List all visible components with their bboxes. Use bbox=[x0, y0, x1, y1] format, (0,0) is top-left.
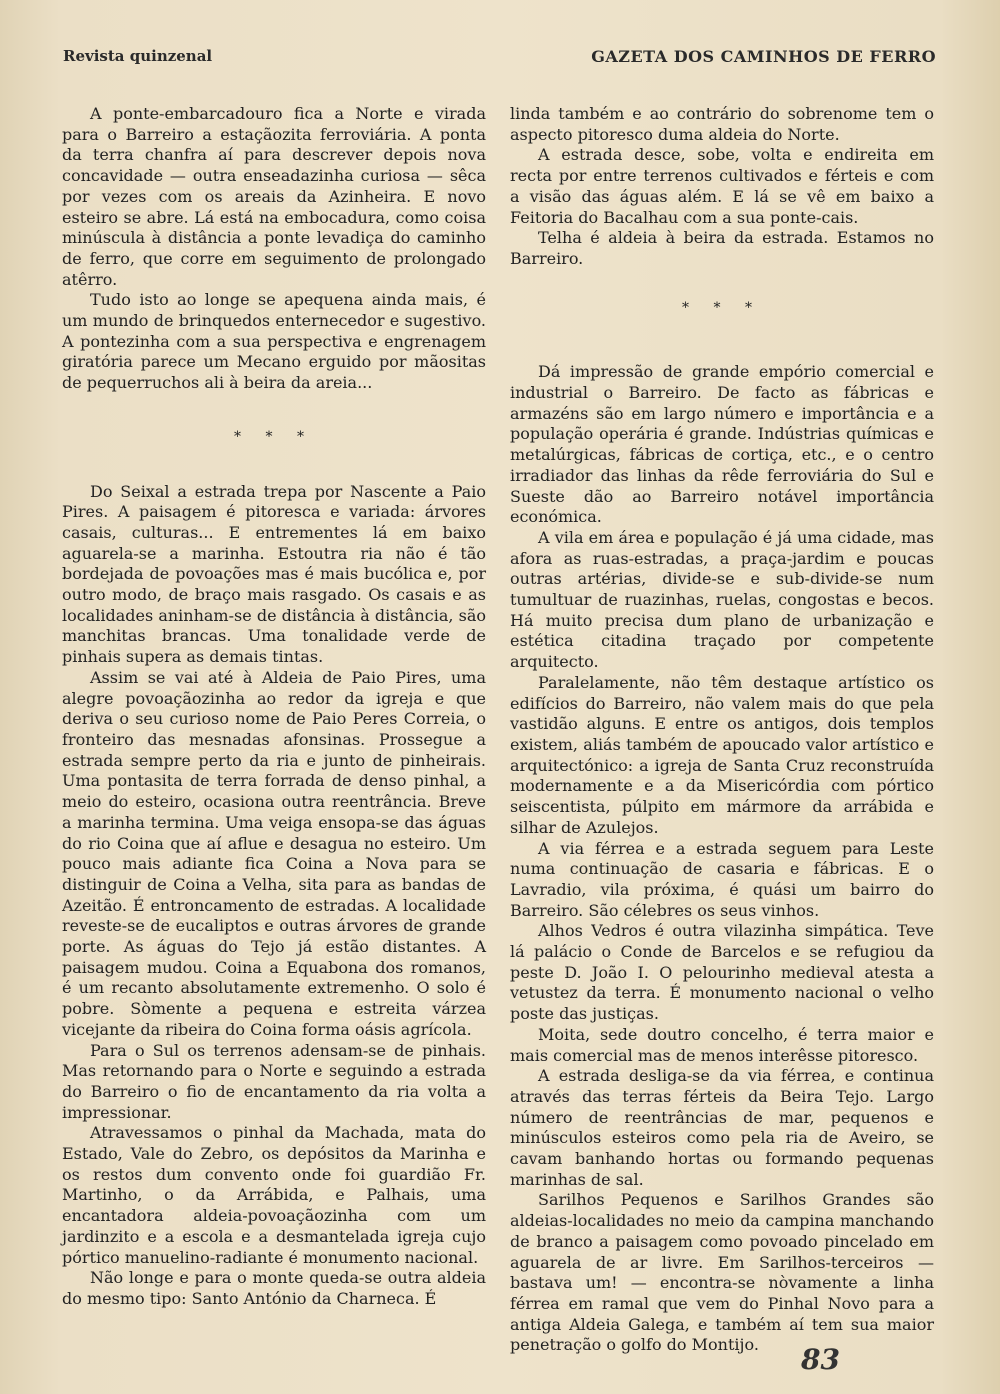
paragraph: Alhos Vedros é outra vilazinha simpática. Teve lá palácio o Conde de Barcelos e se refugiou da peste D. João I. O pelourinho medieval atesta a vetustez da terra. É monumento nacional o velho poste das justiças. bbox=[510, 921, 934, 1024]
paragraph: Para o Sul os terrenos adensam-se de pinhais. Mas retornando para o Norte e seguindo a estrada do Barreiro o fio de encantamento da ria volta a impressionar. bbox=[62, 1040, 486, 1122]
paragraph: Sarilhos Pequenos e Sarilhos Grandes são aldeias-localidades no meio da campina manchando de branco a paisagem como povoado pincelado em aguarela de ar livre. Em Sarilhos-terceiros — bastava um! — encontra-se nòvamente a linha férrea em ramal que vem do Pinhal Novo para a antiga Aldeia Galega, e também aí tem sua maior penetração o golfo do Montijo. bbox=[510, 1190, 934, 1355]
paragraph: A ponte-embarcadouro fica a Norte e virada para o Barreiro a estaçãozita ferroviária. A ponta da terra chanfra aí para descrever depois nova concavidade — outra enseadazinha curiosa — sêca por vezes com os areais da Azinheira. E novo esteiro se abre. Lá está na embocadura, como coisa minúscula à distância a ponte levadiça do caminho de ferro, que corre em seguimento de prolongado atêrro. bbox=[62, 104, 486, 289]
paragraph: Do Seixal a estrada trepa por Nascente a Paio Pires. A paisagem é pitoresca e variada: árvores casais, culturas... E entrementes lá em baixo aguarela-se a marinha. Estoutra ria não é tão bordejada de povoações mas é mais bucólica e, por outro modo, de braço mais rasgado. Os casais e as localidades aninham-se de distância à distância, são manchitas brancas. Uma tonalidade verde de pinhais supera as demais tintas. bbox=[62, 481, 486, 667]
paragraph: Paralelamente, não têm destaque artístico os edifícios do Barreiro, não valem mais do que pela vastidão alguns. E entre os antigos, dois templos existem, aliás também de apoucado valor artístico e arquitectónico: a igreja de Santa Cruz reconstruída modernamente e a da Misericórdia com pórtico seiscentista, púlpito em mármore da arrábida e silhar de Azulejos. bbox=[510, 672, 934, 837]
paragraph: Telha é aldeia à beira da estrada. Estamos no Barreiro. bbox=[510, 228, 934, 268]
paragraph: Moita, sede doutro concelho, é terra maior e mais comercial mas de menos interêsse pitoresco. bbox=[510, 1024, 934, 1065]
header-left: Revista quinzenal bbox=[63, 47, 213, 65]
page-number: 83 bbox=[801, 1343, 840, 1376]
paragraph: A estrada desce, sobe, volta e endireita em recta por entre terrenos cultivados e férteis e com a visão das águas além. E lá se vê em baixo a Feitoria do Bacalhau com a sua ponte-cais. bbox=[510, 145, 934, 227]
paragraph: A estrada desliga-se da via férrea, e continua através das terras férteis da Beira Tejo. Largo número de reentrâncias de mar, pequenos e minúsculos esteiros como pela ria de Aveiro, se cavam banhando hortas ou formando pequenas marinhas de sal. bbox=[510, 1066, 934, 1189]
right-column bbox=[510, 104, 934, 1356]
paragraph: Dá impressão de grande empório comercial e industrial o Barreiro. De facto as fábricas e armazéns são em largo número e importância e a população operária é grande. Indústrias químicas e metalúrgicas, fábricas de cortiça, etc., e o centro irradiador das linhas da rêde ferroviária do Sul e Sueste dão ao Barreiro notável importância económica. bbox=[510, 362, 934, 527]
header-right: GAZETA DOS CAMINHOS DE FERRO bbox=[591, 47, 936, 66]
paragraph: Não longe e para o monte queda-se outra aldeia do mesmo tipo: Santo António da Charneca. É bbox=[62, 1268, 486, 1308]
paragraph: Atravessamos o pinhal da Machada, mata do Estado, Vale do Zebro, os depósitos da Marinha e os restos dum convento onde foi guardião Fr. Martinho, o da Arrábida, e Palhais, uma encantadora aldeia-povoaçãozinha com um jardinzito e a escola e a desmantelada igreja cujo pórtico manuelino-radiante é monumento nacional. bbox=[62, 1123, 486, 1267]
section-separator: * * * bbox=[682, 299, 762, 316]
section-separator: * * * bbox=[234, 428, 314, 445]
paragraph: Assim se vai até à Aldeia de Paio Pires, uma alegre povoaçãozinha ao redor da igreja e que deriva o seu curioso nome de Paio Peres Correia, o fronteiro das mesnadas afonsinas. Prossegue a estrada sempre perto da ria e junto de pinheirais. Uma pontasita de terra forrada de denso pinhal, a meio do esteiro, ocasiona outra reentrância. Breve a marinha termina. Uma veiga ensopa-se das águas do rio Coina que aí aflue e desagua no esteiro. Um pouco mais adiante fica Coina a Nova para se distinguir de Coina a Velha, sita para as bandas de Azeitão. É entroncamento de estradas. A localidade reveste-se de eucaliptos e outras árvores de grande porte. As águas do Tejo já estão distantes. A paisagem mudou. Coina a Equabona dos romanos, é um recanto absolutamente extremenho. O solo é pobre. Sòmente a pequena e estreita várzea vicejante da ribeira do Coina forma oásis agrícola. bbox=[62, 667, 486, 1039]
left-column bbox=[62, 104, 486, 1310]
paragraph: A via férrea e a estrada seguem para Leste numa continuação de casaria e fábricas. E o Lavradio, vila próxima, é quási um bairro do Barreiro. São célebres os seus vinhos. bbox=[510, 838, 934, 920]
paragraph: A vila em área e população é já uma cidade, mas afora as ruas-estradas, a praça-jardim e poucas outras artérias, divide-se e sub-divide-se num tumultuar de ruazinhas, ruelas, congostas e becos. Há muito precisa dum plano de urbanização e estética citadina traçado por competente arquitecto. bbox=[510, 527, 934, 672]
paragraph: Tudo isto ao longe se apequena ainda mais, é um mundo de brinquedos enternecedor e sugestivo. A pontezinha com a sua perspectiva e engrenagem giratória parece um Mecano erguido por mãositas de pequerruchos ali à beira da areia... bbox=[62, 290, 486, 393]
paragraph: linda também e ao contrário do sobrenome tem o aspecto pitoresco duma aldeia do Norte. bbox=[510, 104, 934, 144]
